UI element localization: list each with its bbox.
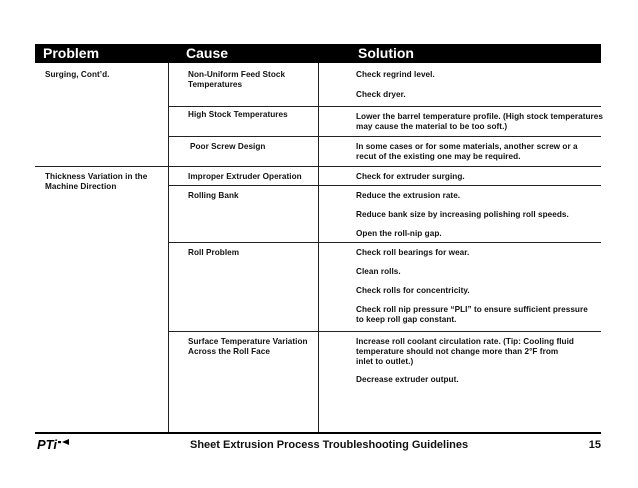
solution-reduce-extrusion: Reduce the extrusion rate. — [356, 191, 461, 200]
solution-lower-barrel-line2: may cause the material to be too soft.) — [356, 122, 508, 131]
solution-lower-barrel-line1: Lower the barrel temperature profile. (High stock temperatures — [356, 112, 603, 121]
cause-roll-problem: Roll Problem — [188, 248, 240, 257]
problem-surging: Surging, Cont’d. — [45, 70, 110, 79]
solution-roll-bearings: Check roll bearings for wear. — [356, 248, 470, 257]
solution-nip-pressure-line2: to keep roll gap constant. — [356, 315, 457, 324]
solution-coolant-line2: temperature should not change more than 2°F from — [356, 347, 559, 356]
cause-high-stock-temp: High Stock Temperatures — [188, 110, 288, 119]
solution-nip-pressure-line1: Check roll nip pressure “PLI” to ensure sufficient pressure — [356, 305, 588, 314]
cause-surface-temp-line2: Across the Roll Face — [188, 347, 270, 356]
row-divider — [168, 331, 601, 332]
solution-decrease-output: Decrease extruder output. — [356, 375, 459, 384]
row-divider — [168, 106, 601, 107]
solution-coolant-line3: inlet to outlet.) — [356, 357, 414, 366]
problem-thickness-line2: Machine Direction — [45, 182, 117, 191]
solution-reduce-bank: Reduce bank size by increasing polishing roll speeds. — [356, 210, 569, 219]
header-solution: Solution — [358, 45, 414, 61]
solution-concentricity: Check rolls for concentricity. — [356, 286, 470, 295]
row-divider — [168, 242, 601, 243]
table-header — [35, 44, 601, 63]
footer-title: Sheet Extrusion Process Troubleshooting Guidelines — [190, 439, 469, 451]
cause-nonuniform-feed-line1: Non-Uniform Feed Stock — [188, 70, 286, 79]
solution-check-surging: Check for extruder surging. — [356, 172, 465, 181]
solution-another-screw-line1: In some cases or for some materials, another screw or a — [356, 142, 578, 151]
row-divider — [168, 136, 601, 137]
pti-logo — [37, 437, 71, 451]
solution-clean-rolls: Clean rolls. — [356, 267, 401, 276]
column-divider-solution — [318, 63, 319, 432]
cause-rolling-bank: Rolling Bank — [188, 191, 239, 200]
header-problem: Problem — [43, 45, 100, 61]
solution-check-regrind: Check regrind level. — [356, 70, 435, 79]
solution-coolant-line1: Increase roll coolant circulation rate. (Tip: Cooling fluid — [356, 337, 574, 346]
solution-open-nip: Open the roll-nip gap. — [356, 229, 442, 238]
cause-surface-temp-line1: Surface Temperature Variation — [188, 337, 308, 346]
column-divider-cause — [168, 63, 169, 432]
row-divider — [35, 166, 601, 167]
solution-check-dryer: Check dryer. — [356, 90, 406, 99]
cause-poor-screw-design: Poor Screw Design — [190, 142, 266, 151]
page-footer — [35, 432, 601, 454]
solution-another-screw-line2: recut of the existing one may be required. — [356, 152, 521, 161]
problem-thickness-line1: Thickness Variation in the — [45, 172, 148, 181]
pti-logo-text: PTi — [37, 437, 57, 451]
row-divider — [168, 185, 601, 186]
header-cause: Cause — [186, 45, 229, 61]
page-number: 15 — [588, 439, 601, 451]
cause-improper-extruder: Improper Extruder Operation — [188, 172, 302, 181]
cause-nonuniform-feed-line2: Temperatures — [188, 80, 243, 89]
